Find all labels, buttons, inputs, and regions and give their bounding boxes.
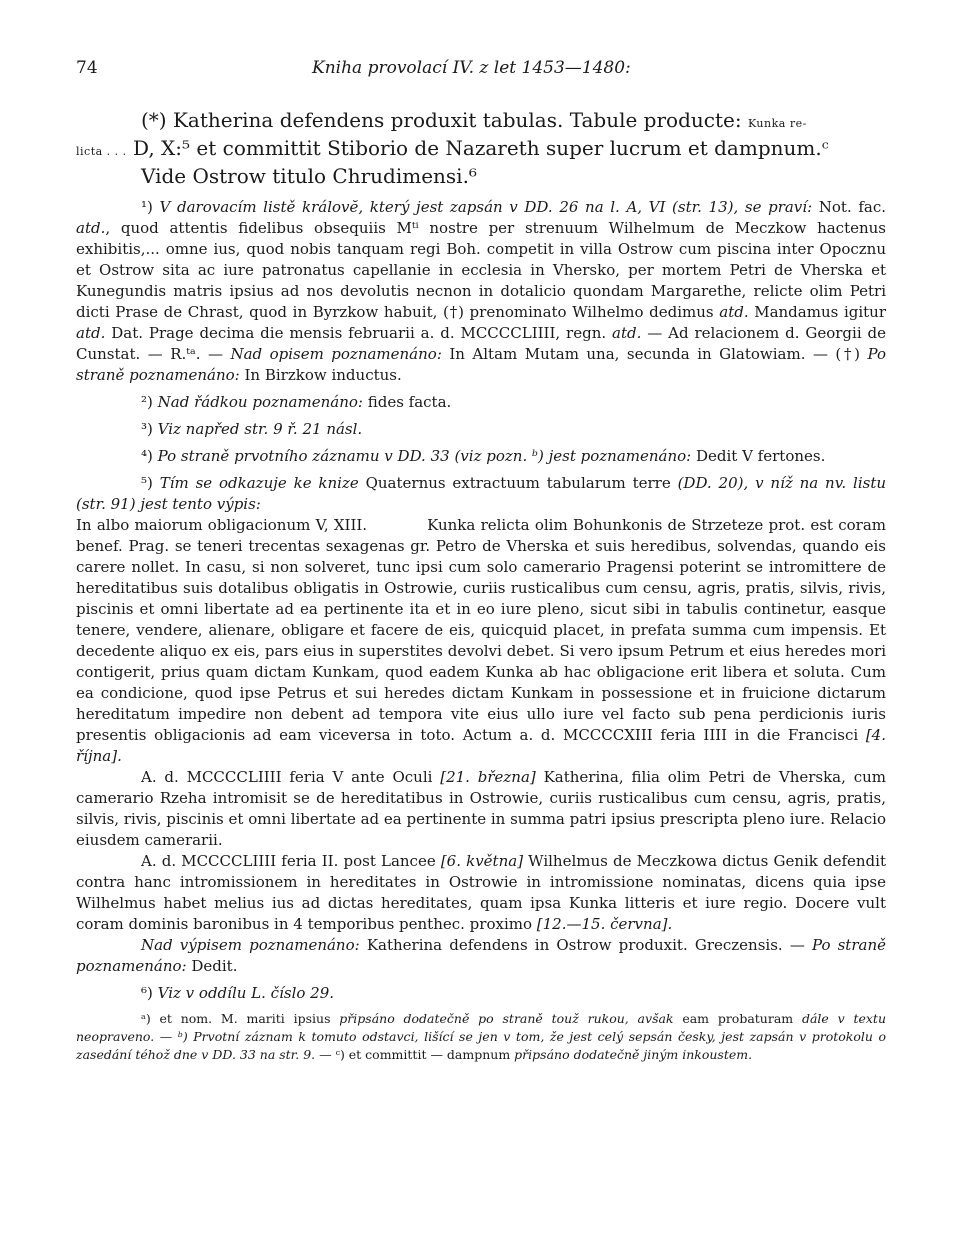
quoted-text: Dat. Prage decima die mensis februarii a. d. MCCCCLIIII, regn. xyxy=(105,324,613,342)
footnote-2 xyxy=(76,392,886,413)
footnote-marker: ⁴) xyxy=(141,447,153,465)
page-header xyxy=(76,58,886,78)
editorial-note: Nad výpisem poznamenáno: xyxy=(141,936,360,954)
main-entry-line-2 xyxy=(76,136,886,164)
quoted-text: Dedit. xyxy=(186,957,238,975)
footnote-marker: ᵃ) xyxy=(141,1011,151,1026)
quoted-register-entry xyxy=(76,515,886,767)
editorial-note: připsáno dodatečně po straně touž rukou, avšak xyxy=(339,1011,674,1026)
small-text: licta . . . xyxy=(76,145,127,158)
footnote-4 xyxy=(76,446,886,467)
editorial-note: Nad řádkou poznamenáno: xyxy=(152,393,363,411)
editorial-note: dále v textu neopraveno. — xyxy=(76,1011,886,1044)
editorial-note: atd. xyxy=(76,324,106,342)
paragraph-annotation xyxy=(76,935,886,977)
quoted-text: et nom. M. mariti ipsius xyxy=(150,1011,340,1026)
footnote-6 xyxy=(76,983,886,1004)
editorial-note: V darovacím listě královĕ, který jest zapsán v DD. 26 na l. A, VI (str. 13), se praví: xyxy=(159,198,813,216)
quoted-text: Katherina defendens in Ostrow produxit. Greczensis. — xyxy=(359,936,812,954)
date-gloss: [12.—15. června]. xyxy=(536,915,673,933)
editorial-note: Tím se odkazuje ke knize xyxy=(152,474,359,492)
main-text: D, X:⁵ et committit Stiborio de Nazareth super lucrum et dampnum.ᶜ xyxy=(126,136,829,160)
footnote-3 xyxy=(76,419,886,440)
quoted-text: ) et committit — dampnum xyxy=(339,1047,515,1062)
quoted-text: Mandamus igitur xyxy=(748,303,886,321)
main-text: (*) Katherina defendens produxit tabulas. Tabule producte: xyxy=(141,108,748,132)
footnote-marker: ²) xyxy=(141,393,153,411)
quoted-text: — Ad relacionem d. Georgii de Cunstat. — R.ᵗᵃ. — xyxy=(76,324,886,363)
footnote-marker: ⁵) xyxy=(141,474,153,492)
quoted-text: Wilhelmus de Meczkowa dictus Genik defendit contra hanc intromissionem in hereditates in Ostrowie in intromissione nominatas, dicens quia ipse Wilhelmus habet melius ius ad dictas hereditates, quam ipsa Kunka litteris et iure regio. Docere vult coram dominis baronibus in 4 temporibus penthec. proximo xyxy=(76,852,886,933)
date-gloss: [4. října]. xyxy=(76,726,886,765)
quoted-text: , quod attentis fidelibus obsequiis Mᵗⁱ nostre per strenuum Wilhelmum de Meczkow hactenus exhibitis,... omne ius, quod nobis tanquam regi Boh. competit in villa Ostrow cum piscina inter Opocznu et Ostrow sita ac iure patronatus capellanie in ecclesia in Vhersko, per mortem Petri de Vherska et Kunegundis matris ipsius ad nos devolutis necnon in dotalicio quondam Margarethe, relicte olim Petri dicti Prase de Chrast, quod in Byrzkow habuit, (†) prenominato Wilhelmo dedimus xyxy=(76,219,886,321)
footnote-5 xyxy=(76,473,886,515)
footnote-marker: ᶜ xyxy=(335,1047,340,1062)
paragraph-intromission xyxy=(76,767,886,851)
page-number: 74 xyxy=(76,58,98,78)
main-entry xyxy=(76,108,886,188)
quoted-text: eam probaturam xyxy=(673,1011,802,1026)
editorial-note: (DD. 20), v níž na nv. listu (str. 91) jest tento výpis: xyxy=(76,474,887,513)
editorial-note: Po straně poznamenáno: xyxy=(76,345,886,384)
editorial-note: Po straně poznamenáno: xyxy=(76,936,886,975)
editorial-note: připsáno dodatečně jiným inkoustem. xyxy=(514,1047,753,1062)
editorial-note: ) Prvotní záznam k tomuto odstavci, lišící se jen v tom, že jest celý sepsán česky, jest zapsán v protokolu o zasedání téhož dne v DD. 33 na str. 9. — xyxy=(76,1029,886,1062)
running-title: Kniha provolací IV. z let 1453—1480: xyxy=(312,58,631,78)
quoted-text: fides facta. xyxy=(362,393,452,411)
footnote-1 xyxy=(76,197,886,386)
editorial-note: Viz napřed str. 9 ř. 21 násl. xyxy=(152,420,363,438)
quoted-text: A. d. MCCCCLIIII feria II. post Lancee xyxy=(141,852,441,870)
footnote-ref: ᵇ xyxy=(531,447,538,465)
footnote-marker: ¹) xyxy=(141,198,153,216)
date-gloss: [21. března] xyxy=(440,768,536,786)
quoted-text: Kunka relicta olim Bohunkonis de Strzeteze prot. est coram benef. Prag. se teneri trecentas sexagenas gr. Petro de Vherska et suis heredibus, solvendas, quando eis carere nollet. In casu, si non solveret, tunc ipsi cum solo camerario Pragensi poterint se intromittere de hereditatibus suis dotalibus obligatis in Ostrowie, curiis rusticalibus cum censu, agris, pratis, silvis, rivis, piscinis et omni libertate ad ea pertinente ita et in eo iure pleno, sicut sibi in tabulis continetur, easque tenere, vendere, alienare, obligare et facere de eis, quicquid placet, in prefata summa cum impensis. Et decedente aliquo ex eis, pars eius in superstites devolvi debet. Si vero ipsum Petrum et eius heredes mori contigerit, prius quam dictam Kunkam, quod eadem Kunka ab hac obligacione erit libera et soluta. Cum ea condicione, quod ipse Petrus et sui heredes dictam Kunkam in possessione et in fruicione dictarum hereditatum impedire non debent ad tempora vite eius ullo iure vel facto sub pena perdicionis iuris presentis obligacionis ad eam viceversa in toto. Actum a. d. MCCCCXIII feria IIII in die Francisci xyxy=(76,516,886,744)
editorial-note: Po straně prvotního záznamu v DD. 33 (viz pozn. xyxy=(152,447,532,465)
editorial-note: Nad opisem poznamenáno: xyxy=(230,345,442,363)
quoted-text: In Altam Mutam una, secunda in Glatowiam. — (†) xyxy=(441,345,868,363)
page xyxy=(76,58,886,1064)
register-reference: In albo maiorum obligacionum V, XIII. xyxy=(76,516,368,534)
editorial-note: Viz v oddílu L. číslo 29. xyxy=(152,984,335,1002)
quoted-text: Quaternus extractuum tabularum terre xyxy=(358,474,678,492)
quoted-text: A. d. MCCCCLIIII feria V ante Oculi xyxy=(141,768,441,786)
footnote-marker: ³) xyxy=(141,420,153,438)
main-entry-line-3: Vide Ostrow titulo Chrudimensi.⁶ xyxy=(141,164,477,188)
main-entry-line-1 xyxy=(76,108,886,136)
quoted-text: Not. fac. xyxy=(812,198,887,216)
quoted-text: Dedit V fertones. xyxy=(691,447,826,465)
quoted-text: Katherina, filia olim Petri de Vherska, cum camerario Rzeha intromisit se de hereditatibus in Ostrowie, curiis rusticalibus cum censu, agris, pratis, silvis, rivis, piscinis et omni libertate ad ea pertinente in summa patri ipsius prescripta pleno iure. Relacio eiusdem camerarii. xyxy=(76,768,886,849)
footnote-marker: ᵇ xyxy=(177,1029,183,1044)
footnote-marker: ⁶) xyxy=(141,984,153,1002)
date-gloss: [6. května] xyxy=(440,852,524,870)
quoted-text: In Birzkow inductus. xyxy=(239,366,402,384)
editorial-note: atd. xyxy=(612,324,642,342)
small-text: Kunka re- xyxy=(747,117,807,130)
editorial-note: atd. xyxy=(76,219,106,237)
editorial-note: ) jest poznamenáno: xyxy=(537,447,692,465)
editorial-note: atd. xyxy=(719,303,749,321)
paragraph-defence xyxy=(76,851,886,935)
critical-apparatus xyxy=(76,1010,886,1064)
